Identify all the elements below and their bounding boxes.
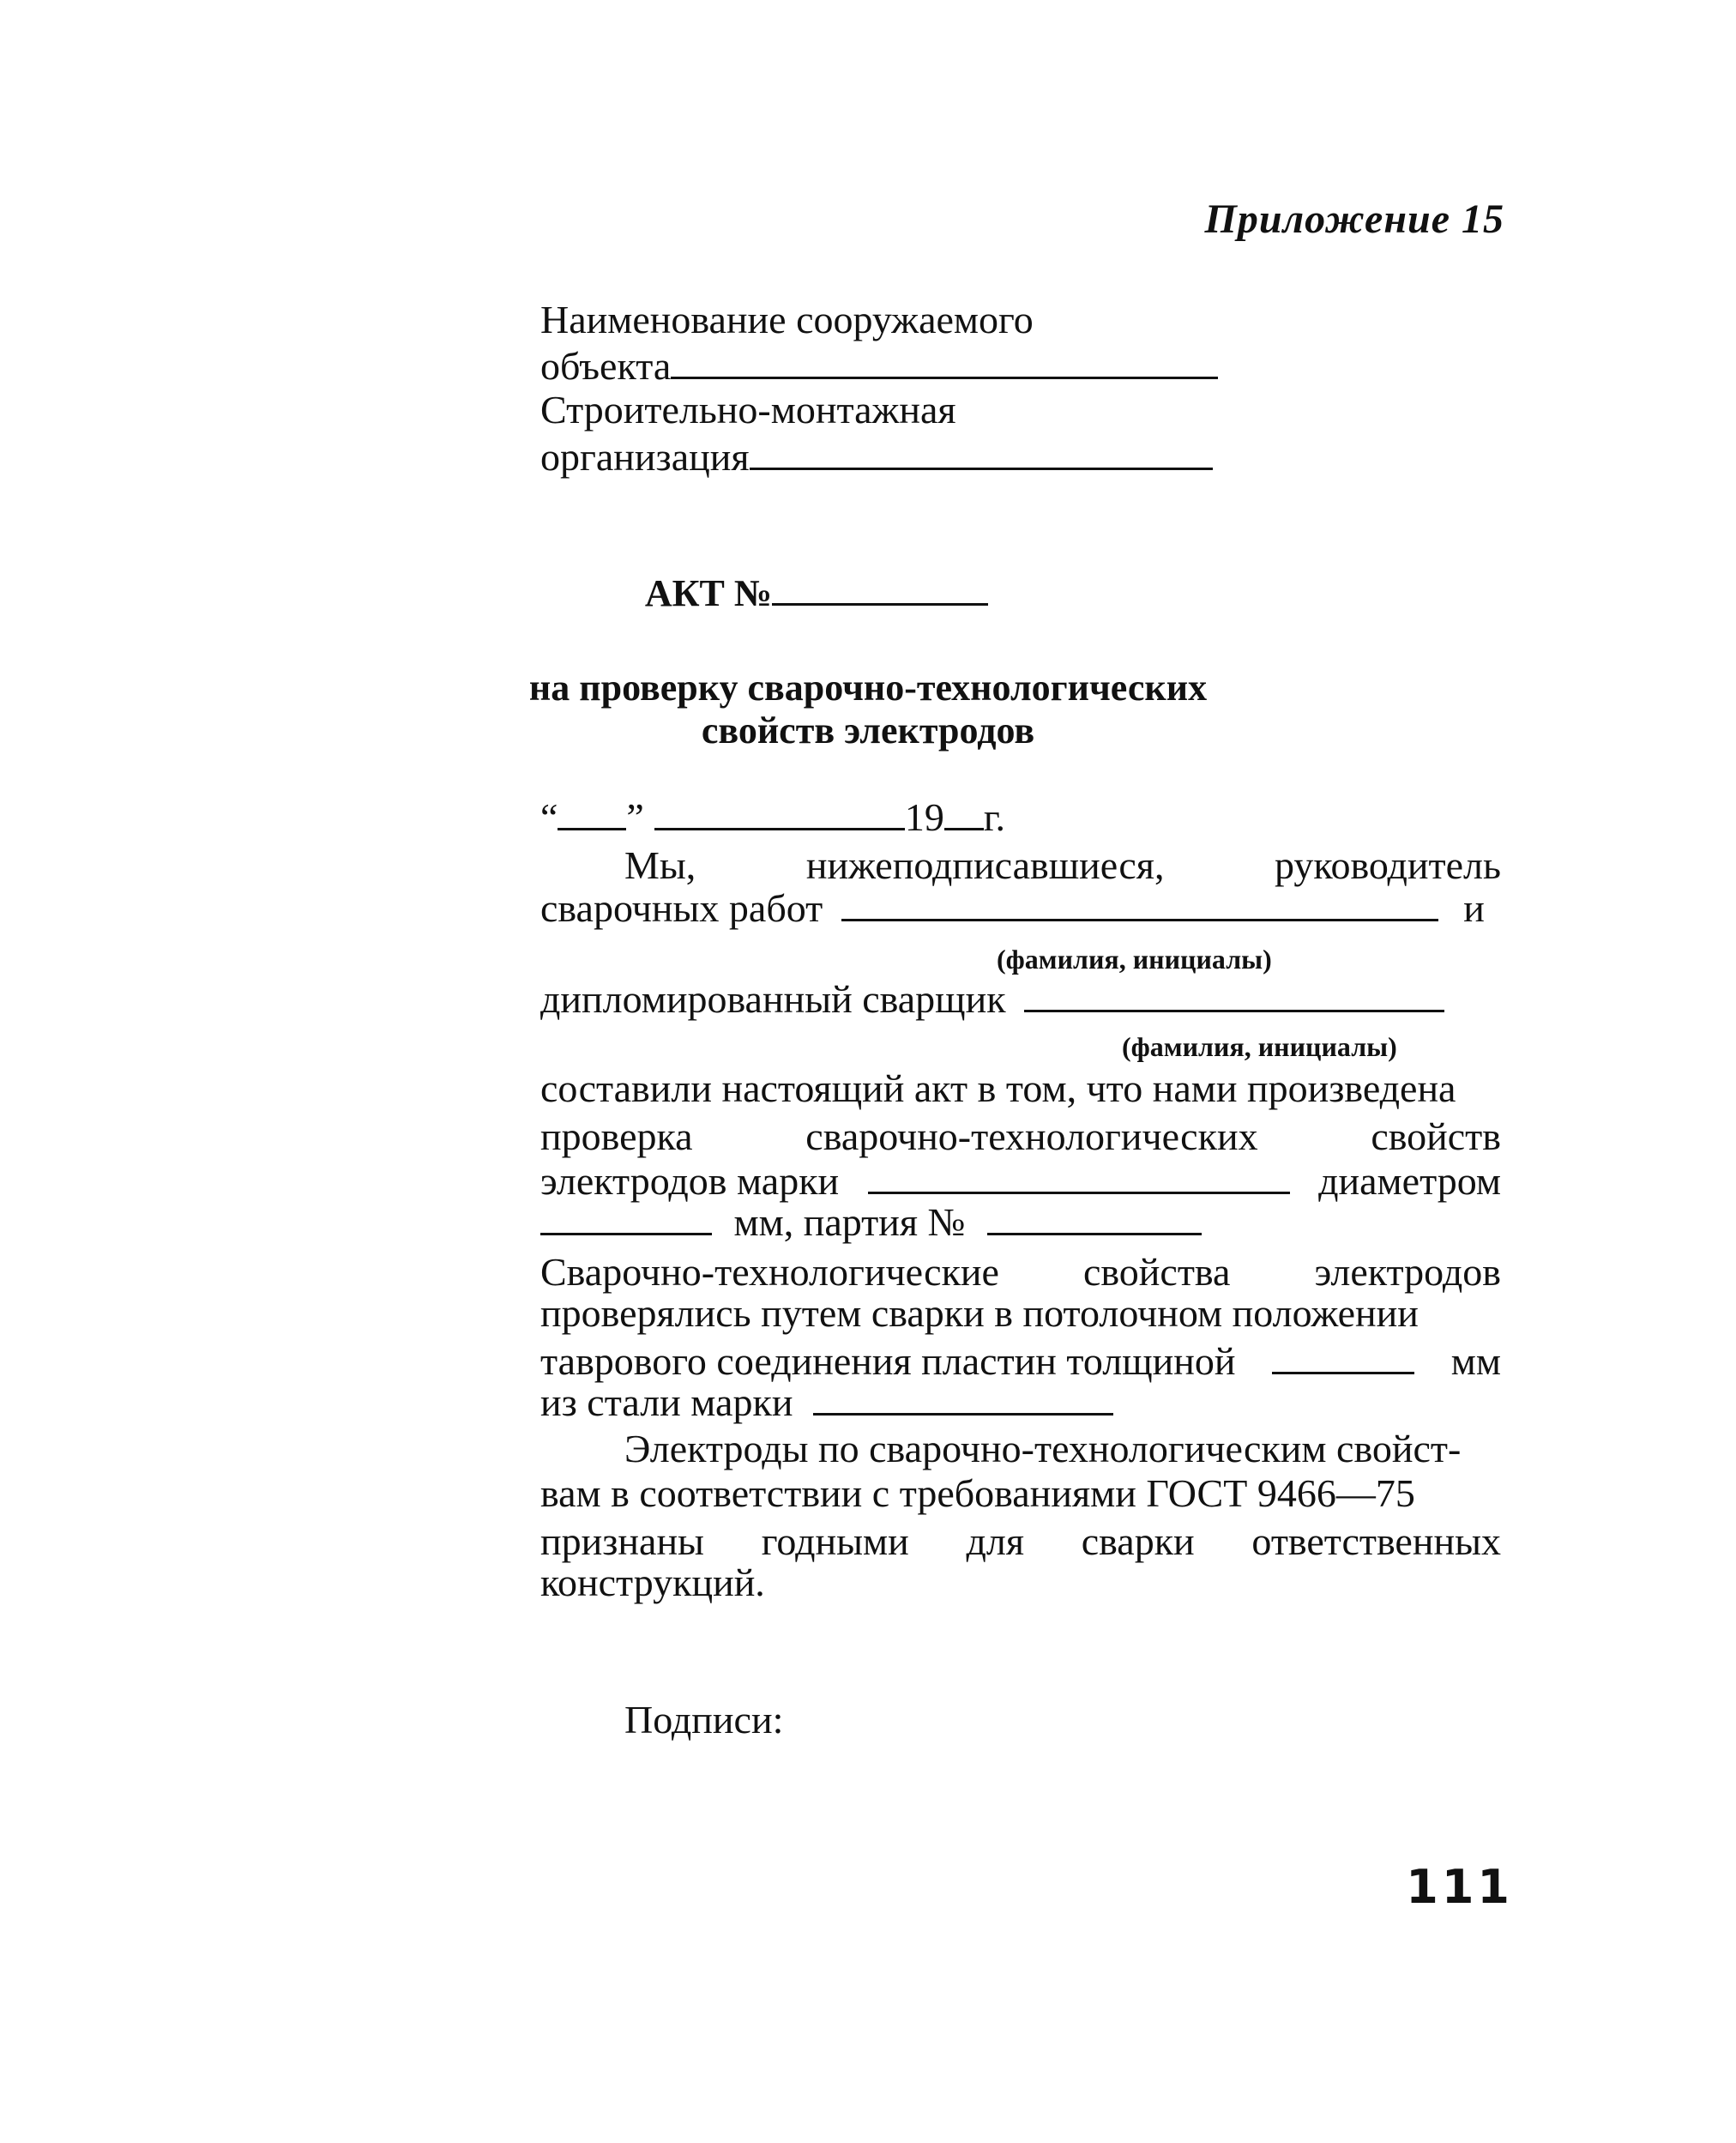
organization-title-label: Строительно-монтажная (540, 388, 956, 432)
and-word: и (1463, 886, 1485, 930)
diameter-batch-row (540, 1200, 1202, 1244)
diameter-blank[interactable] (540, 1233, 712, 1235)
word: сварки (1081, 1519, 1195, 1563)
conclusion-line-4: конструкций. (540, 1560, 765, 1604)
act-subtitle-2: свойств электродов (701, 709, 1035, 752)
tee-row (540, 1338, 1501, 1384)
act-title-row (0, 571, 1685, 615)
year-prefix: 19 (904, 795, 944, 839)
steel-label: из стали марки (540, 1380, 793, 1424)
act-title: АКТ № (644, 572, 773, 614)
welder-caption: (фамилия, инициалы) (1122, 1031, 1397, 1062)
welder-row (540, 977, 1444, 1021)
word: электродов (1314, 1250, 1501, 1294)
date-open-quote: “ (540, 795, 558, 839)
word: для (966, 1519, 1025, 1563)
batch-number-blank[interactable] (987, 1233, 1202, 1235)
conclusion-line-2: вам в соответствии с требованиями ГОСТ 9466—75 (540, 1471, 1415, 1515)
signatures-label: Подписи: (624, 1698, 784, 1742)
word: годными (761, 1519, 909, 1563)
diameter-label: диаметром (1318, 1159, 1501, 1203)
organization-label: организация (540, 435, 750, 479)
word: сварочно-технологических (805, 1114, 1258, 1158)
object-label: объекта (540, 344, 672, 388)
check-line (540, 1114, 1501, 1159)
thickness-blank[interactable] (1272, 1372, 1414, 1374)
checked-line: проверялись путем сварки в потолочном положении (540, 1291, 1419, 1335)
word: Сварочно-технологические (540, 1250, 999, 1294)
organization-blank[interactable] (750, 468, 1213, 470)
props-line (540, 1249, 1501, 1295)
object-field-row (540, 344, 1218, 388)
intro-line-1 (624, 842, 1501, 888)
supervisor-caption: (фамилия, инициалы) (997, 944, 1272, 975)
welder-name-blank[interactable] (1024, 1010, 1444, 1012)
word: проверка (540, 1114, 693, 1158)
compose-line: составили настоящий акт в том, что нами произведена (540, 1066, 1456, 1110)
word: свойства (1082, 1250, 1231, 1294)
steel-row (540, 1380, 1113, 1424)
word: свойств (1371, 1114, 1501, 1158)
object-name-label: Наименование сооружаемого (540, 298, 1034, 341)
word: признаны (540, 1519, 704, 1563)
year-suffix: г. (983, 795, 1006, 839)
word: Мы, (624, 843, 696, 887)
brand-label: электродов марки (540, 1159, 840, 1203)
supervisor-row (540, 886, 1485, 930)
date-row (540, 795, 1006, 839)
conclusion-line-1: Электроды по сварочно-технологическим свойст- (624, 1427, 1462, 1470)
organization-field-row (540, 435, 1213, 479)
year-blank[interactable] (944, 828, 984, 830)
tee-unit: мм (1450, 1339, 1501, 1383)
conclusion-line-3 (540, 1518, 1501, 1564)
tee-label: таврового соединения пластин толщиной (540, 1339, 1236, 1383)
object-blank[interactable] (671, 377, 1218, 379)
steel-grade-blank[interactable] (813, 1413, 1113, 1416)
month-blank[interactable] (654, 828, 905, 830)
welder-label: дипломированный сварщик (540, 977, 1006, 1021)
word: руководитель (1275, 843, 1501, 887)
act-subtitle-1: на проверку сварочно-технологических (528, 667, 1208, 709)
mm-batch-label: мм, партия № (733, 1200, 966, 1244)
act-number-blank[interactable] (772, 603, 988, 606)
supervisor-name-blank[interactable] (841, 919, 1438, 921)
electrode-brand-blank[interactable] (868, 1192, 1290, 1194)
word: ответственных (1251, 1519, 1501, 1563)
date-close-quote: ” (626, 795, 644, 839)
electrode-brand-row (540, 1158, 1501, 1204)
page-number: 111 (1406, 1860, 1513, 1914)
day-blank[interactable] (558, 828, 626, 830)
appendix-heading: Приложение 15 (1204, 196, 1504, 242)
word: нижеподписавшиеся, (805, 843, 1165, 887)
supervisor-label: сварочных работ (540, 886, 823, 930)
